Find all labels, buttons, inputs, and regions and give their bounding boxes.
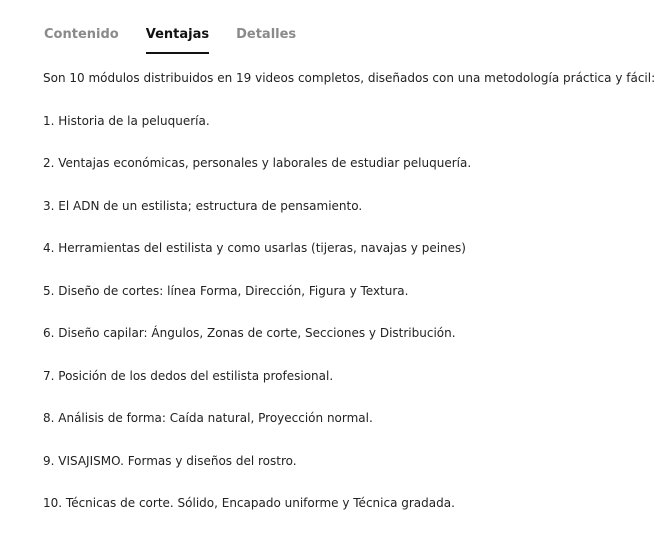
module-item-7: 7. Posición de los dedos del estilista profesional.	[43, 368, 334, 383]
module-item-5: 5. Diseño de cortes: línea Forma, Dirección, Figura y Textura.	[43, 283, 409, 298]
tab-panel-ventajas	[43, 70, 655, 511]
tab-ventajas[interactable]: Ventajas	[146, 22, 209, 54]
module-list	[43, 113, 643, 512]
module-item-1: 1. Historia de la peluquería.	[43, 113, 210, 128]
tab-detalles[interactable]: Detalles	[236, 27, 297, 42]
module-item-10: 10. Técnicas de corte. Sólido, Encapado uniforme y Técnica gradada.	[43, 496, 455, 510]
module-item-2: 2. Ventajas económicas, personales y laborales de estudiar peluquería.	[43, 156, 472, 170]
module-item-4: 4. Herramientas del estilista y como usarlas (tijeras, navajas y peines)	[43, 241, 466, 255]
module-item-9: 9. VISAJISMO. Formas y diseños del rostro.	[43, 453, 297, 468]
tab-contenido[interactable]: Contenido	[44, 27, 119, 42]
module-item-6: 6. Diseño capilar: Ángulos, Zonas de corte, Secciones y Distribución.	[43, 326, 456, 340]
module-item-8: 8. Análisis de forma: Caída natural, Proyección normal.	[43, 411, 373, 425]
tab-bar	[44, 22, 323, 56]
module-item-3: 3. El ADN de un estilista; estructura de pensamiento.	[43, 198, 363, 213]
intro-text: Son 10 módulos distribuidos en 19 videos completos, diseñados con una metodología práctica y fácil:	[43, 71, 655, 85]
